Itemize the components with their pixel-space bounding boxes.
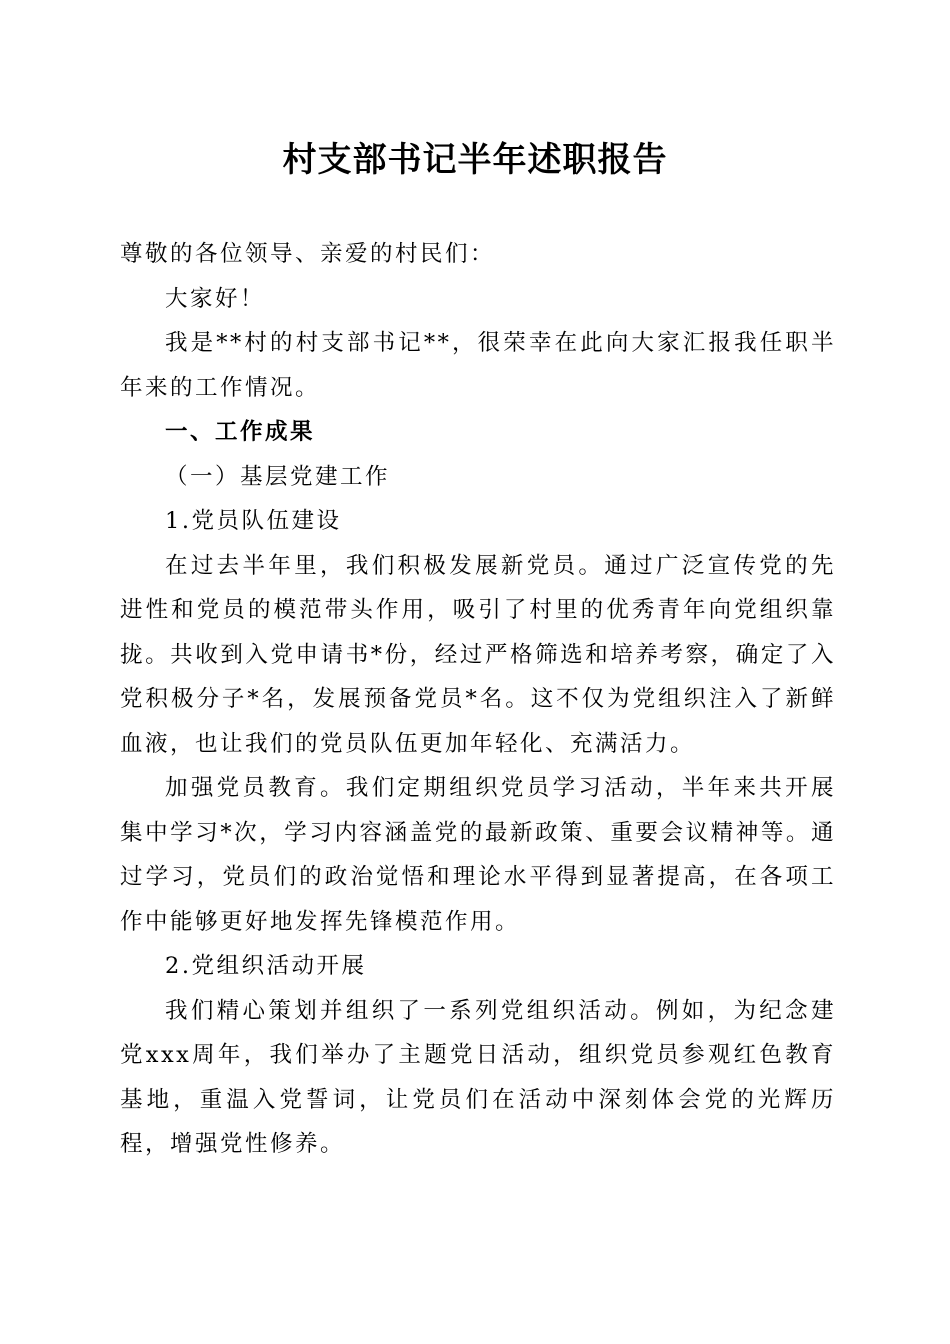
greeting: 大家好！ bbox=[165, 285, 266, 312]
subsection-heading: （一）基层党建工作 bbox=[165, 463, 391, 490]
paragraph: 我们精心策划并组织了一系列党组织活动。例如，为纪念建党xxx周年，我们举办了主题党日活动，组织党员参观红色教育基地，重温入党誓词，让党员们在活动中深刻体会党的光辉历程，增强党性修养。 bbox=[120, 997, 836, 1157]
item-heading: 1.党员队伍建设 bbox=[165, 508, 342, 534]
paragraph: 加强党员教育。我们定期组织党员学习活动，半年来共开展集中学习*次，学习内容涵盖党的最新政策、重要会议精神等。通过学习，党员们的政治觉悟和理论水平得到显著提高，在各项工作中能够更好地发挥先锋模范作用。 bbox=[120, 775, 836, 935]
salutation: 尊敬的各位领导、亲爱的村民们： bbox=[120, 241, 496, 267]
paragraph: 在过去半年里，我们积极发展新党员。通过广泛宣传党的先进性和党员的模范带头作用，吸引了村里的优秀青年向党组织靠拢。共收到入党申请书*份，经过严格筛选和培养考察，确定了入党积极分子*名，发展预备党员*名。这不仅为党组织注入了新鲜血液，也让我们的党员队伍更加年轻化、充满活力。 bbox=[120, 552, 836, 757]
intro-paragraph: 我是**村的村支部书记**，很荣幸在此向大家汇报我任职半年来的工作情况。 bbox=[120, 330, 836, 401]
document-body bbox=[120, 232, 836, 1167]
section-heading: 一、工作成果 bbox=[165, 419, 316, 445]
document-title: 村支部书记半年述职报告 bbox=[282, 140, 668, 180]
item-heading: 2.党组织活动开展 bbox=[165, 953, 367, 979]
